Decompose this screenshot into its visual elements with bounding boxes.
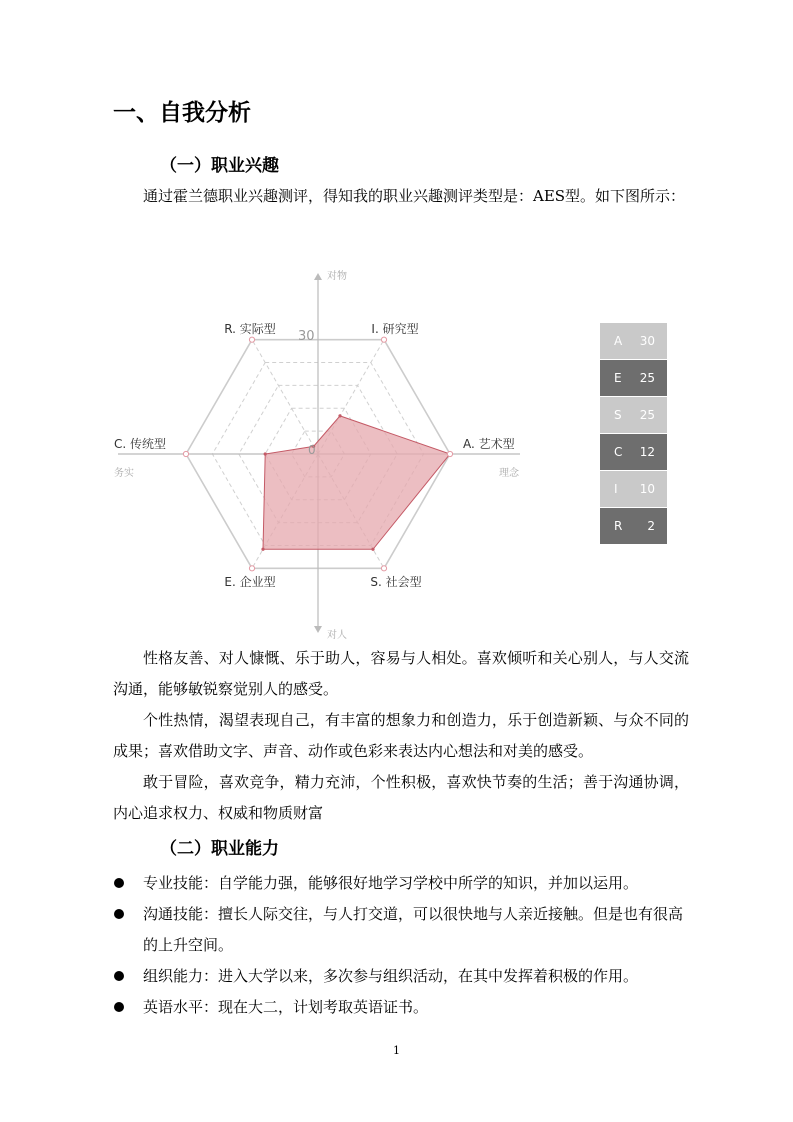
bullet-icon	[114, 878, 124, 888]
score-row	[600, 508, 667, 544]
bullet-icon	[114, 971, 124, 981]
score-label: E	[614, 371, 622, 385]
score-value: 12	[639, 445, 655, 459]
paragraph-2: 个性热情，渴望表现自己，有丰富的想象力和创造力，乐于创造新颖、与众不同的成果；喜欢借助文字、声音、动作或色彩来表达内心想法和对美的感受。	[113, 711, 689, 760]
score-value: 25	[639, 408, 655, 422]
vertex-marker	[249, 337, 254, 342]
data-point	[338, 414, 341, 417]
list-item-text: 沟通技能：擅长人际交往，与人打交道，可以很快地与人亲近接触。但是也有很高的上升空间。	[143, 905, 684, 954]
intro-paragraph: 通过霍兰德职业兴趣测评，得知我的职业兴趣测评类型是：AES型。如下图所示：	[143, 187, 686, 205]
data-point	[261, 548, 264, 551]
score-value: 25	[639, 371, 655, 385]
list-item-text: 专业技能：自学能力强，能够很好地学习学校中所学的知识，并加以运用。	[143, 874, 639, 892]
score-row	[600, 360, 667, 396]
dimension-label-bottom: 对人	[327, 630, 347, 641]
scale-zero-label: 0	[308, 443, 316, 457]
axis-label: A. 艺术型	[463, 437, 515, 451]
bullet-icon	[114, 1002, 124, 1012]
paragraph-3: 敢于冒险，喜欢竞争，精力充沛，个性积极，喜欢快节奏的生活；善于沟通协调，内心追求权力、权威和物质财富	[113, 773, 689, 822]
page-number: 1	[393, 1044, 400, 1057]
dimension-label-right: 理念	[499, 468, 519, 479]
axis-label: E. 企业型	[224, 575, 276, 589]
data-point	[371, 548, 374, 551]
section-heading-ability: （二）职业能力	[160, 839, 279, 859]
list-item	[113, 992, 693, 1023]
section-heading-interest: （一）职业兴趣	[160, 156, 279, 176]
score-table	[600, 323, 667, 545]
list-item-text: 组织能力：进入大学以来，多次参与组织活动，在其中发挥着积极的作用。	[143, 967, 639, 985]
scale-max-label: 30	[298, 329, 315, 344]
list-item	[113, 899, 693, 961]
dimension-label-left: 务实	[114, 468, 134, 479]
list-item-text: 英语水平：现在大二，计划考取英语证书。	[143, 998, 429, 1016]
arrow-up-icon	[314, 273, 322, 280]
list-item	[113, 961, 693, 992]
axis-label: I. 研究型	[371, 322, 419, 336]
holland-radar-chart	[100, 262, 540, 647]
vertex-marker	[381, 337, 386, 342]
score-label: R	[614, 519, 623, 533]
vertex-marker	[381, 566, 386, 571]
paragraph-1: 性格友善、对人慷慨、乐于助人，容易与人相处。喜欢倾听和关心别人，与人交流沟通，能够敏锐察觉别人的感受。	[113, 649, 689, 698]
score-row	[600, 323, 667, 359]
vertex-marker	[249, 566, 254, 571]
axis-label: R. 实际型	[224, 322, 276, 336]
arrow-down-icon	[314, 626, 322, 633]
list-item	[113, 868, 693, 899]
grid-spoke	[252, 340, 318, 454]
axis-label: S. 社会型	[370, 575, 422, 589]
score-row	[600, 397, 667, 433]
bullet-icon	[114, 909, 124, 919]
vertex-marker	[447, 451, 452, 456]
data-point	[264, 452, 267, 455]
data-area	[263, 416, 450, 549]
score-row	[600, 471, 667, 507]
page-heading: 一、自我分析	[113, 100, 251, 126]
score-value: 10	[639, 482, 655, 496]
score-label: S	[614, 408, 622, 422]
radar-svg	[100, 262, 540, 647]
score-value: 2	[647, 519, 655, 533]
axis-label: C. 传统型	[114, 437, 167, 451]
score-label: C	[614, 445, 623, 459]
vertex-marker	[183, 451, 188, 456]
score-label: I	[614, 482, 618, 496]
dimension-label-top: 对物	[327, 271, 347, 282]
score-label: A	[614, 334, 623, 348]
score-row	[600, 434, 667, 470]
score-value: 30	[639, 334, 655, 348]
ability-list	[113, 868, 693, 1023]
